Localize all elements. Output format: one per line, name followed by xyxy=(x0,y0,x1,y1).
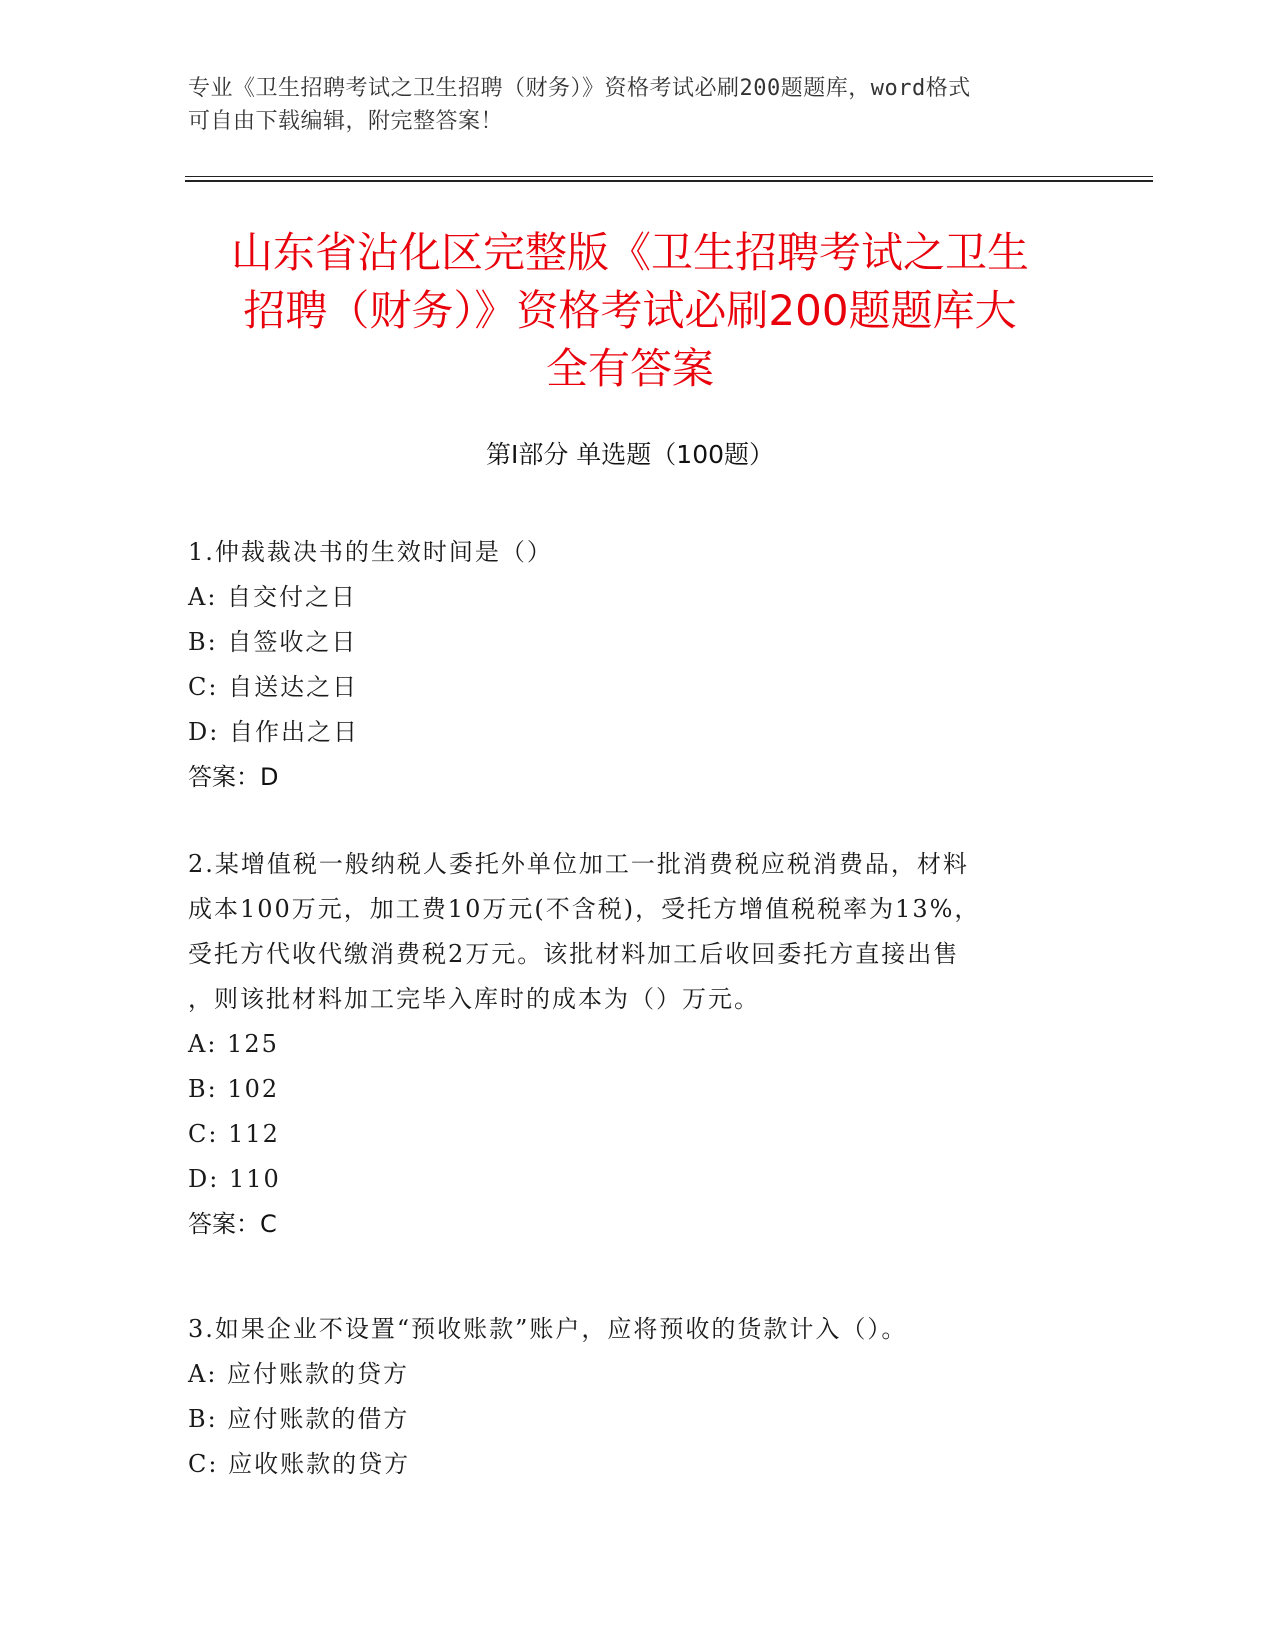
option-c: C: 112 xyxy=(188,1120,280,1148)
document-title xyxy=(180,224,1080,398)
question-text-line-2: 成本100万元，加工费10万元(不含税)，受托方增值税税率为13%， xyxy=(188,895,981,923)
question-text-line-4: ，则该批材料加工完毕入库时的成本为（）万元。 xyxy=(188,985,760,1013)
section-title: 第Ⅰ部分 单选题（100题） xyxy=(485,440,775,469)
answer: 答案：C xyxy=(188,1210,277,1238)
question-text-line-3: 受托方代收代缴消费税2万元。该批材料加工后收回委托方直接出售 xyxy=(188,940,960,968)
option-a: A: 自交付之日 xyxy=(188,583,358,611)
header-note-line-2: 可自由下载编辑，附完整答案！ xyxy=(188,109,504,134)
document-title-line-1: 山东省沾化区完整版《卫生招聘考试之卫生 xyxy=(230,228,1029,277)
option-a: A: 125 xyxy=(188,1030,279,1058)
option-d: D: 自作出之日 xyxy=(188,718,359,746)
document-title-line-3: 全有答案 xyxy=(545,344,714,393)
question-text: 1.仲裁裁决书的生效时间是（） xyxy=(188,538,553,566)
option-d: D: 110 xyxy=(188,1165,281,1193)
option-b: B: 102 xyxy=(188,1075,280,1103)
option-b: B: 应付账款的借方 xyxy=(188,1405,410,1433)
question-text: 3.如果企业不设置“预收账款”账户，应将预收的货款计入（）。 xyxy=(188,1315,908,1343)
header-note-line-1: 专业《卫生招聘考试之卫生招聘（财务）》资格考试必刷200题题库，word格式 xyxy=(188,76,971,101)
option-a: A: 应付账款的贷方 xyxy=(188,1360,410,1388)
header-note xyxy=(188,72,1068,138)
question-2 xyxy=(188,842,1078,1247)
option-c: C: 应收账款的贷方 xyxy=(188,1450,411,1478)
question-text-line-1: 2.某增值税一般纳税人委托外单位加工一批消费税应税消费品，材料 xyxy=(188,850,969,878)
option-b: B: 自签收之日 xyxy=(188,628,358,656)
header-divider-thin xyxy=(185,176,1153,177)
question-1 xyxy=(188,530,1078,800)
header-divider-thick xyxy=(185,180,1153,182)
answer: 答案：D xyxy=(188,763,279,791)
question-3 xyxy=(188,1307,1078,1487)
document-title-line-2: 招聘（财务）》资格考试必刷200题题库大 xyxy=(243,286,1017,335)
option-c: C: 自送达之日 xyxy=(188,673,359,701)
